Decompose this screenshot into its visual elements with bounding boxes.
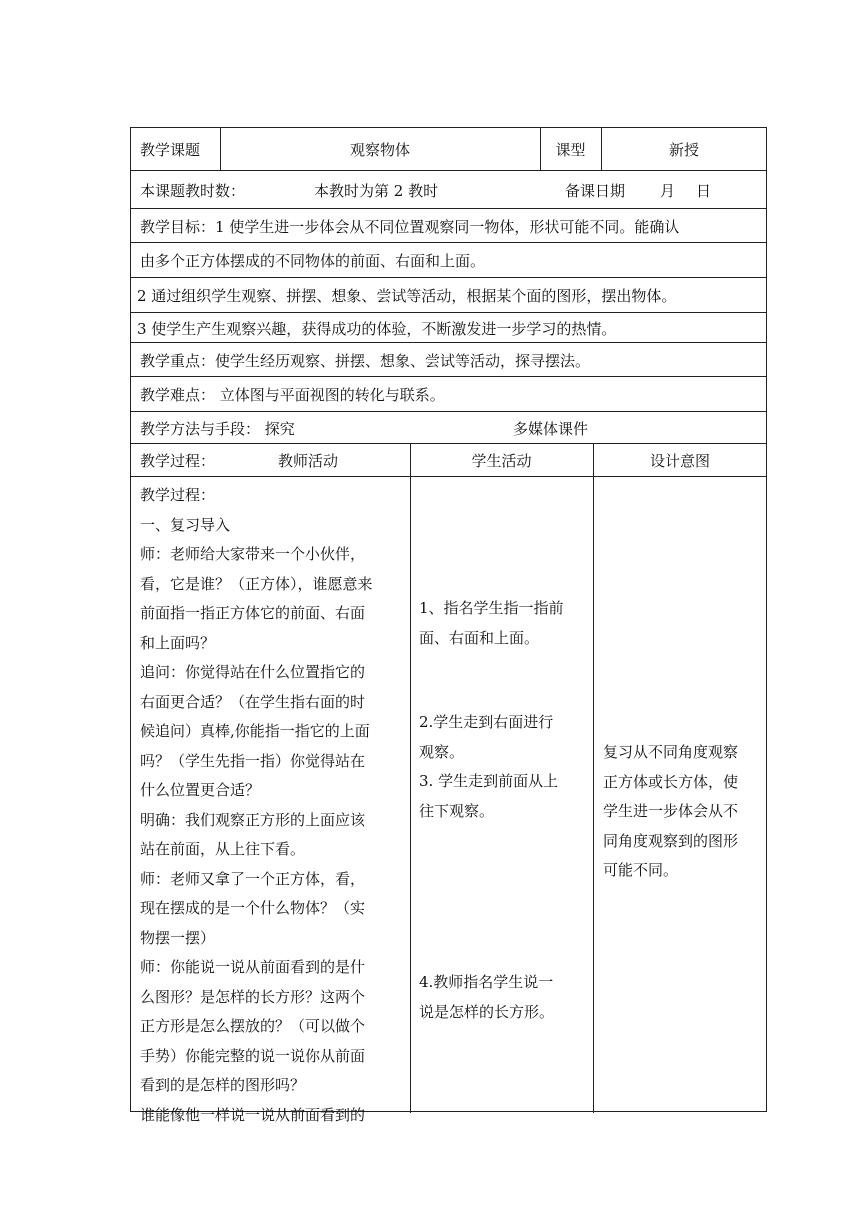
topic-row [131,128,766,171]
current-hour: 本教时为第 2 教时 [314,182,439,200]
teacher-line: 教学过程： [140,486,216,504]
teacher-line: 站在前面，从上往下看。 [140,840,306,858]
intent-line: 正方体或长方体，使 [603,772,739,791]
teacher-line: 师：老师给大家带来一个小伙伴， [140,545,366,563]
student-block-2 [419,708,558,826]
goals-row [131,209,766,243]
student-line: 4.教师指名学生说一 [419,973,554,991]
method-tool: 多媒体课件 [513,420,589,438]
goals-row-cont [131,243,766,278]
topic-value: 观察物体 [349,140,410,159]
teacher-line: 看，它是谁？（正方体），谁愿意来 [140,574,373,593]
teacher-line: 候追问）真棒,你能指一指它的上面 [140,722,370,740]
topic-label: 教学课题 [140,140,201,159]
method-label: 教学方法与手段： 探究 [140,420,295,438]
difficulty: 教学难点： 立体图与平面视图的转化与联系。 [140,386,445,404]
prep-date-label: 备课日期 [565,182,626,200]
process-header-row [131,444,766,477]
goal-line-1: 教学目标：1 使学生进一步体会从不同位置观察同一物体，形状可能不同。能确认 [140,218,680,236]
prep-month: 月 [660,182,676,200]
prep-day: 日 [696,182,712,200]
teacher-line: 右面更合适？（在学生指右面的时 [140,692,366,711]
type-value: 新授 [668,140,699,159]
teacher-line: 师：你能说一说从前面看到的是什 [140,958,366,976]
teacher-activity-header: 教师活动 [278,452,339,470]
student-line: 观察。 [419,742,465,761]
teacher-line: 和上面吗？ [140,633,216,652]
intent-line: 同角度观察到的图形 [603,831,739,850]
goal3-row [131,313,766,343]
goal-line-2: 由多个正方体摆成的不同物体的前面、右面和上面。 [140,252,486,270]
student-line: 面、右面和上面。 [419,628,540,647]
teacher-line: 手势）你能完整的说一说你从前面 [140,1046,366,1065]
lesson-plan-table [130,127,767,1124]
teacher-line: 现在摆成的是一个什么物体？（实 [140,899,366,917]
design-intent-header: 设计意图 [649,451,710,470]
process-label: 教学过程： [140,452,216,470]
student-line: 2.学生走到右面进行 [419,713,554,731]
method-row [131,412,766,444]
intent-line: 复习从不同角度观察 [603,743,739,761]
teacher-activity-text [140,481,373,1130]
teacher-line: 物摆一摆） [140,928,216,947]
teacher-line: 明确：我们观察正方形的上面应该 [140,810,366,829]
key-point: 教学重点：使学生经历观察、拼摆、想象、尝试等活动，探寻摆法。 [140,352,591,370]
student-line: 1、指名学生指一指前 [419,599,564,617]
difficulty-row [131,377,766,412]
hours-row [131,171,766,209]
teacher-line: 什么位置更合适？ [140,781,261,799]
process-body-row [131,477,766,1124]
teacher-line: 看到的是怎样的图形吗？ [140,1076,306,1094]
teacher-line: 前面指一指正方体它的前面、右面 [140,604,366,622]
intent-line: 学生进一步体会从不 [603,802,739,820]
teacher-line: 追问：你觉得站在什么位置指它的 [140,663,366,681]
intent-line: 可能不同。 [603,861,679,879]
type-label: 课型 [555,140,586,159]
teacher-line: 么图形？是怎样的长方形？这两个 [140,987,366,1006]
design-intent-text [603,738,738,886]
student-activity-header: 学生活动 [471,451,532,470]
student-block-3 [419,968,554,1027]
teacher-line: 师：老师又拿了一个正方体，看， [140,869,366,888]
key-point-row [131,343,766,377]
teacher-line: 吗？（学生先指一指）你觉得站在 [140,751,366,770]
teacher-line: 正方形是怎么摆放的？（可以做个 [140,1017,366,1035]
goal-2: 2 通过组织学生观察、拼摆、想象、尝试等活动，根据某个面的图形，摆出物体。 [137,287,677,305]
student-block-1 [419,594,564,653]
teacher-line: 谁能像他一样说一说从前面看到的 [140,1105,366,1124]
goal-3: 3 使学生产生观察兴趣，获得成功的体验，不断激发进一步学习的热情。 [137,320,617,338]
student-line: 往下观察。 [419,801,495,820]
teacher-line: 一、复习导入 [140,515,231,534]
student-line: 3. 学生走到前面从上 [419,772,559,790]
student-line: 说是怎样的长方形。 [419,1002,555,1021]
hours-label: 本课题教时数： [140,182,246,200]
goal2-row [131,278,766,313]
